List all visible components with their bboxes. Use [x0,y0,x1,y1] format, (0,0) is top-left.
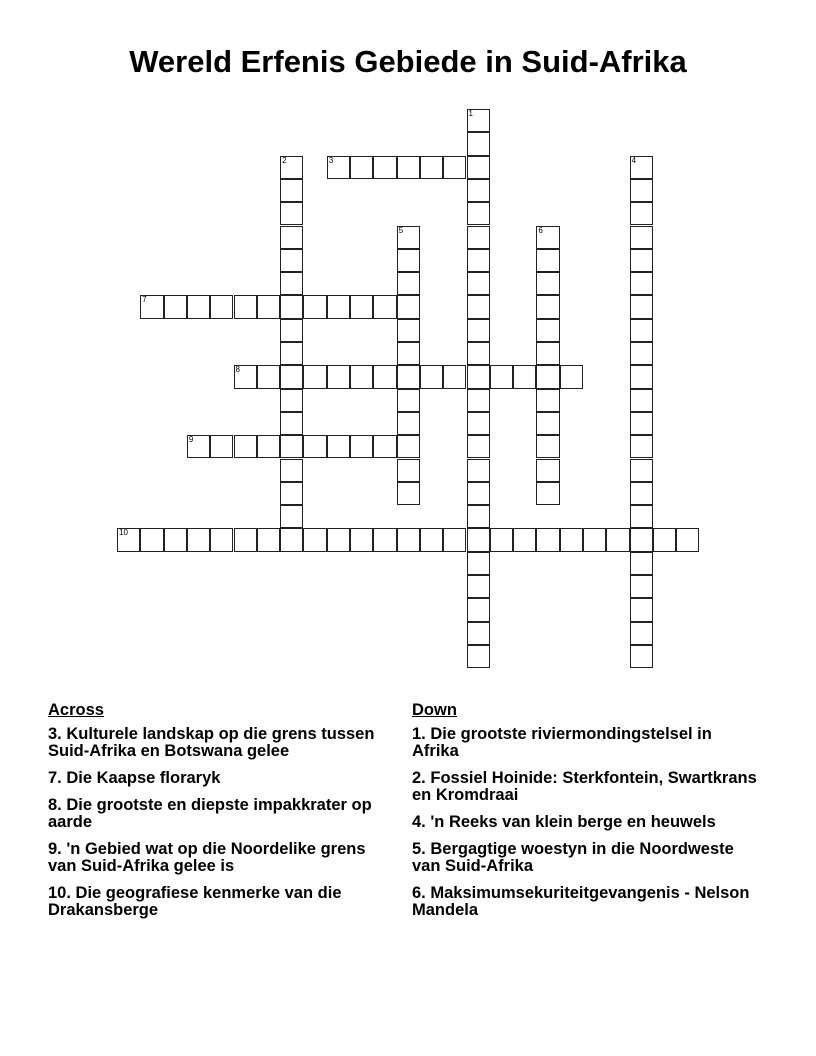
clue-number: 2. [412,769,426,787]
grid-cell[interactable] [210,435,233,458]
grid-cell[interactable] [280,272,303,295]
grid-cell[interactable] [630,342,653,365]
grid-cell[interactable] [467,389,490,412]
grid-cell[interactable] [467,552,490,575]
grid-cell[interactable] [397,482,420,505]
grid-cell[interactable] [630,156,653,179]
grid-cell[interactable] [467,342,490,365]
cell-number: 10 [119,528,128,538]
grid-cell[interactable] [467,202,490,225]
grid-cell[interactable] [397,295,420,318]
grid-cell[interactable] [280,528,303,551]
grid-cell[interactable] [303,295,326,318]
grid-cell[interactable] [373,528,396,551]
grid-cell[interactable] [397,272,420,295]
grid-cell[interactable] [630,459,653,482]
grid-cell[interactable] [303,365,326,388]
grid-cell[interactable] [443,365,466,388]
grid-cell[interactable] [397,412,420,435]
grid-cell[interactable] [397,365,420,388]
grid-cell[interactable] [467,622,490,645]
down-clue-6 [412,885,762,919]
grid-cell[interactable] [280,179,303,202]
down-heading: Down [412,701,457,719]
clue-text: Die geografiese kenmerke van die Drakansberge [48,884,342,919]
grid-cell[interactable] [350,528,373,551]
grid-cell[interactable] [327,365,350,388]
grid-cell[interactable] [467,482,490,505]
grid-cell[interactable] [303,528,326,551]
grid-cell[interactable] [513,365,536,388]
grid-cell[interactable] [630,645,653,668]
grid-cell[interactable] [443,528,466,551]
grid-cell[interactable] [164,295,187,318]
grid-cell[interactable] [280,342,303,365]
clue-text: Kulturele landskap op die grens tussen Suid-Afrika en Botswana gelee [48,725,375,760]
grid-cell[interactable] [630,179,653,202]
clue-number: 10. [48,884,71,902]
grid-cell[interactable] [630,435,653,458]
grid-cell[interactable] [280,459,303,482]
grid-cell[interactable] [327,528,350,551]
puzzle-title: Wereld Erfenis Gebiede in Suid-Afrika [129,44,687,79]
cell-number: 9 [188,435,194,445]
across-clues [48,700,393,929]
grid-cell[interactable] [630,295,653,318]
cell-number: 7 [142,295,147,305]
grid-cell[interactable] [536,365,559,388]
grid-cell[interactable] [467,575,490,598]
grid-cell[interactable] [630,505,653,528]
grid-cell[interactable] [467,459,490,482]
grid-cell[interactable] [257,365,280,388]
clue-number: 9. [48,840,62,858]
across-clue-8 [48,797,393,831]
grid-cell[interactable] [303,435,326,458]
grid-cell[interactable] [467,645,490,668]
clue-number: 8. [48,796,62,814]
down-clues [412,700,762,929]
clue-text: Die Kaapse floraryk [66,769,221,787]
clue-number: 3. [48,725,62,743]
grid-cell[interactable] [397,249,420,272]
grid-cell[interactable] [280,319,303,342]
down-clue-5 [412,841,762,875]
grid-cell[interactable] [630,249,653,272]
grid-cell[interactable] [467,319,490,342]
grid-cell[interactable] [397,435,420,458]
grid-cell[interactable] [187,295,210,318]
grid-cell[interactable] [234,365,257,388]
grid-cell[interactable] [467,435,490,458]
grid-cell[interactable] [490,365,513,388]
grid-cell[interactable] [397,342,420,365]
grid-cell[interactable] [630,598,653,621]
grid-cell[interactable] [140,295,163,318]
grid-cell[interactable] [397,528,420,551]
grid-cell[interactable] [467,179,490,202]
grid-cell[interactable] [630,552,653,575]
grid-cell[interactable] [560,528,583,551]
grid-cell[interactable] [630,319,653,342]
grid-cell[interactable] [653,528,676,551]
grid-cell[interactable] [630,365,653,388]
grid-cell[interactable] [676,528,699,551]
cell-number: 1 [468,109,473,118]
grid-cell[interactable] [280,202,303,225]
grid-cell[interactable] [560,365,583,388]
grid-cell[interactable] [536,528,559,551]
grid-cell[interactable] [443,156,466,179]
grid-cell[interactable] [536,319,559,342]
grid-cell[interactable] [467,365,490,388]
grid-cell[interactable] [536,249,559,272]
grid-cell[interactable] [467,598,490,621]
clue-text: Maksimumsekuriteitgevangenis - Nelson Mandela [412,884,750,919]
grid-cell[interactable] [467,156,490,179]
across-clue-9 [48,841,393,875]
grid-cell[interactable] [373,365,396,388]
grid-cell[interactable] [630,412,653,435]
down-clue-4 [412,814,762,831]
grid-cell[interactable] [467,226,490,249]
grid-cell[interactable] [536,435,559,458]
grid-cell[interactable] [513,528,536,551]
grid-cell[interactable] [397,156,420,179]
grid-cell[interactable] [630,528,653,551]
grid-cell[interactable] [350,295,373,318]
down-clue-2 [412,770,762,804]
clue-number: 1. [412,725,426,743]
grid-cell[interactable] [280,389,303,412]
grid-cell[interactable] [467,295,490,318]
clue-number: 7. [48,769,62,787]
grid-cell[interactable] [280,365,303,388]
grid-cell[interactable] [397,459,420,482]
clue-text: Die grootste en diepste impakkrater op aarde [48,796,372,831]
grid-cell[interactable] [280,249,303,272]
grid-cell[interactable] [536,459,559,482]
grid-cell[interactable] [630,226,653,249]
grid-cell[interactable] [536,272,559,295]
grid-cell[interactable] [490,528,513,551]
across-clue-3 [48,726,393,760]
grid-cell[interactable] [117,528,140,551]
grid-cell[interactable] [164,528,187,551]
grid-cell[interactable] [350,156,373,179]
cell-number: 2 [282,155,287,165]
grid-cell[interactable] [187,435,210,458]
grid-cell[interactable] [630,389,653,412]
grid-cell[interactable] [420,156,443,179]
grid-cell[interactable] [467,505,490,528]
grid-cell[interactable] [257,528,280,551]
grid-cell[interactable] [630,575,653,598]
cell-number: 3 [328,155,334,165]
grid-cell[interactable] [420,365,443,388]
grid-cell[interactable] [536,389,559,412]
grid-cell[interactable] [280,295,303,318]
clue-text: 'n Reeks van klein berge en heuwels [430,813,716,831]
grid-cell[interactable] [280,505,303,528]
grid-cell[interactable] [257,435,280,458]
across-clue-10 [48,885,393,919]
grid-cell[interactable] [280,482,303,505]
cell-number: 8 [235,365,240,375]
grid-cell[interactable] [373,295,396,318]
across-heading: Across [48,701,104,719]
grid-cell[interactable] [280,412,303,435]
grid-cell[interactable] [467,412,490,435]
grid-cell[interactable] [327,435,350,458]
grid-cell[interactable] [536,412,559,435]
grid-cell[interactable] [467,528,490,551]
grid-cell[interactable] [280,226,303,249]
grid-cell[interactable] [536,482,559,505]
grid-cell[interactable] [350,365,373,388]
grid-cell[interactable] [187,528,210,551]
across-clue-7 [48,770,393,787]
clue-text: Die grootste riviermondingstelsel in Afrika [412,725,712,760]
clue-number: 4. [412,813,426,831]
grid-cell[interactable] [234,435,257,458]
grid-cell[interactable] [327,156,350,179]
grid-cell[interactable] [536,342,559,365]
grid-cell[interactable] [467,272,490,295]
grid-cell[interactable] [373,156,396,179]
cell-number: 4 [631,155,637,165]
grid-cell[interactable] [583,528,606,551]
clue-text: 'n Gebied wat op die Noordelike grens van Suid-Afrika gelee is [48,840,366,875]
grid-cell[interactable] [210,295,233,318]
grid-cell[interactable] [467,249,490,272]
grid-cell[interactable] [467,109,490,132]
grid-cell[interactable] [467,132,490,155]
grid-cell[interactable] [630,482,653,505]
grid-cell[interactable] [536,295,559,318]
clue-number: 5. [412,840,426,858]
grid-cell[interactable] [397,319,420,342]
clue-text: Bergagtige woestyn in die Noordweste van Suid-Afrika [412,840,734,875]
grid-cell[interactable] [234,295,257,318]
grid-cell[interactable] [373,435,396,458]
cell-number: 6 [538,225,543,235]
clue-text: Fossiel Hoinide: Sterkfontein, Swartkrans en Kromdraai [412,769,757,804]
grid-cell[interactable] [327,295,350,318]
grid-cell[interactable] [257,295,280,318]
grid-cell[interactable] [397,389,420,412]
grid-cell[interactable] [420,528,443,551]
clue-number: 6. [412,884,426,902]
grid-cell[interactable] [630,622,653,645]
grid-cell[interactable] [606,528,629,551]
grid-cell[interactable] [280,435,303,458]
grid-cell[interactable] [140,528,163,551]
down-clue-1 [412,726,762,760]
grid-cell[interactable] [630,272,653,295]
grid-cell[interactable] [350,435,373,458]
grid-cell[interactable] [397,226,420,249]
cell-number: 5 [398,225,404,235]
grid-cell[interactable] [536,226,559,249]
grid-cell[interactable] [280,156,303,179]
grid-cell[interactable] [630,202,653,225]
grid-cell[interactable] [234,528,257,551]
grid-cell[interactable] [210,528,233,551]
